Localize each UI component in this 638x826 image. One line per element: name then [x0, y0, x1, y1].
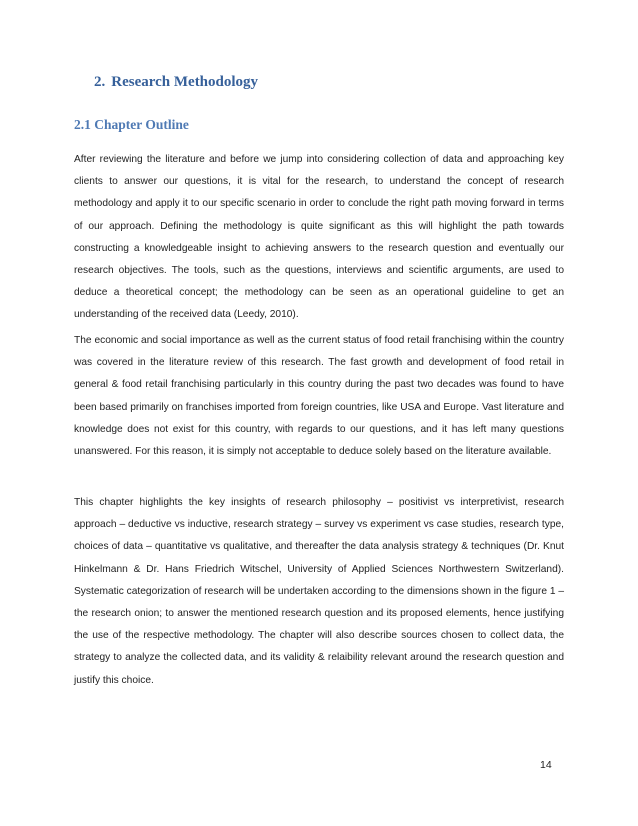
paragraph-1: After reviewing the literature and before we jump into considering collection of data and approaching key clients to answer our questions, it is vital for the research, to understand the concept of research methodology and apply it to our specific scenario in order to conclude the right path moving forward in terms of our approach. Defining the methodology is quite significant as this will highlight the path towards constructing a knowledgeable insight to achieving answers to the research question and eventually our research objectives. The tools, such as the questions, interviews and scientific arguments, are used to deduce a theoretical concept; the methodology can be seen as an operational guideline to get an understanding of the received data (Leedy, 2010).: [74, 154, 564, 321]
paragraph-3: This chapter highlights the key insights of research philosophy – positivist vs interpretivist, research approach – deductive vs inductive, research strategy – survey vs experiment vs case studies, research type, choices of data – quantitative vs qualitative, and thereafter the data analysis strategy & techniques (Dr. Knut Hinkelmann & Dr. Hans Friedrich Witschel, University of Applied Sciences Northwestern Switzerland). Systematic categorization of research will be undertaken according to the dimensions shown in the figure 1 – the research onion; to answer the mentioned research question and its proposed elements, hence justifying the use of the respective methodology. The chapter will also describe sources chosen to collect data, the strategy to analyze the collected data, and its validity & relaibility relevant around the research question and justify this choice.: [74, 497, 564, 686]
section-title: Research Methodology: [111, 74, 259, 90]
page-number: 14: [540, 759, 552, 771]
paragraph-2: The economic and social importance as well as the current status of food retail franchising within the country was covered in the literature review of this research. The fast growth and development of food retail in general & food retail franchising particularly in this country during the past two decades was found to have been based primarily on franchises imported from foreign countries, like USA and Europe. Vast literature and knowledge does not exist for this country, with regards to our questions, and it has left many questions unanswered. For this reason, it is simply not acceptable to deduce solely based on the literature available.: [74, 335, 564, 458]
section-number: 2.: [94, 74, 106, 90]
section-heading: [94, 74, 258, 91]
subsection-heading: 2.1 Chapter Outline: [74, 117, 189, 132]
